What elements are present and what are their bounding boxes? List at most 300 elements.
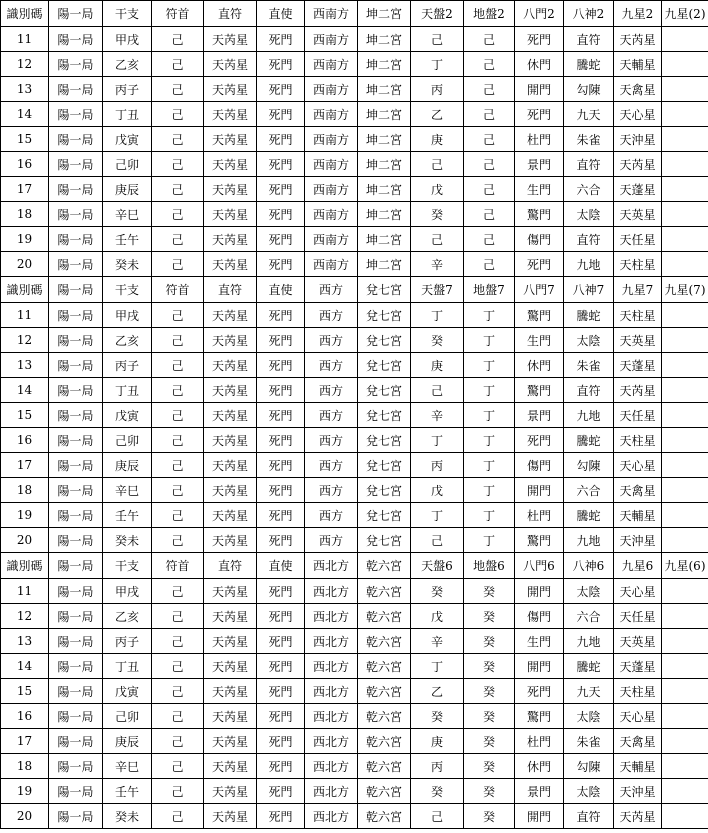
table-cell: 驚門 xyxy=(515,528,564,553)
table-cell: 陽一局 xyxy=(49,227,103,252)
table-cell: 己 xyxy=(464,252,515,277)
table-cell: 20 xyxy=(1,804,49,829)
table-cell: 陽一局 xyxy=(49,252,103,277)
table-cell: 天蓬星 xyxy=(614,353,662,378)
table-cell: 癸 xyxy=(464,654,515,679)
table-cell: 死門 xyxy=(257,528,305,553)
table-cell: 陽一局 xyxy=(49,202,103,227)
table-cell: 死門 xyxy=(257,654,305,679)
table-cell: 直符 xyxy=(564,152,614,177)
table-cell: 癸 xyxy=(464,804,515,829)
table-cell xyxy=(662,303,708,328)
table-cell: 兌七宮 xyxy=(358,378,411,403)
table-cell: 西南方 xyxy=(305,227,358,252)
table-cell: 陽一局 xyxy=(49,428,103,453)
table-row xyxy=(1,428,708,453)
table-cell: 12 xyxy=(1,604,49,629)
table-cell: 癸 xyxy=(411,579,464,604)
table-cell xyxy=(662,579,708,604)
table-cell: 傷門 xyxy=(515,604,564,629)
table-cell: 丙 xyxy=(411,77,464,102)
table-cell: 癸 xyxy=(411,328,464,353)
table-cell: 乾六宮 xyxy=(358,579,411,604)
table-cell: 死門 xyxy=(257,353,305,378)
table-cell xyxy=(662,704,708,729)
table-cell: 丁 xyxy=(411,303,464,328)
table-cell: 己 xyxy=(464,102,515,127)
header-cell: 識別碼 xyxy=(1,553,49,579)
table-cell xyxy=(662,27,708,52)
table-row xyxy=(1,629,708,654)
table-cell: 兌七宮 xyxy=(358,403,411,428)
table-cell: 己 xyxy=(464,202,515,227)
table-cell: 勾陳 xyxy=(564,754,614,779)
table-cell: 兌七宮 xyxy=(358,528,411,553)
table-cell: 天英星 xyxy=(614,202,662,227)
table-cell: 勾陳 xyxy=(564,77,614,102)
table-cell: 己 xyxy=(152,177,204,202)
table-cell: 天芮星 xyxy=(204,127,257,152)
table-cell xyxy=(662,654,708,679)
table-cell: 西南方 xyxy=(305,127,358,152)
table-cell xyxy=(662,453,708,478)
header-cell: 直使 xyxy=(257,553,305,579)
table-cell: 己 xyxy=(152,328,204,353)
table-cell: 天芮星 xyxy=(204,177,257,202)
table-cell: 陽一局 xyxy=(49,403,103,428)
table-cell: 己 xyxy=(152,528,204,553)
table-cell: 己 xyxy=(152,654,204,679)
table-cell: 兌七宮 xyxy=(358,428,411,453)
table-cell: 丁 xyxy=(464,353,515,378)
header-cell: 地盤7 xyxy=(464,277,515,303)
table-cell: 丁 xyxy=(411,654,464,679)
table-cell: 死門 xyxy=(515,27,564,52)
table-cell: 乾六宮 xyxy=(358,629,411,654)
table-cell: 天芮星 xyxy=(204,453,257,478)
table-cell: 兌七宮 xyxy=(358,503,411,528)
table-cell: 死門 xyxy=(257,579,305,604)
header-cell: 直使 xyxy=(257,1,305,27)
table-cell: 西方 xyxy=(305,328,358,353)
table-cell xyxy=(662,604,708,629)
table-cell xyxy=(662,328,708,353)
table-cell: 丁丑 xyxy=(103,378,152,403)
table-row xyxy=(1,579,708,604)
header-cell: 乾六宮 xyxy=(358,553,411,579)
table-cell: 西方 xyxy=(305,353,358,378)
table-cell: 癸 xyxy=(464,704,515,729)
table-cell: 天心星 xyxy=(614,453,662,478)
table-cell: 兌七宮 xyxy=(358,478,411,503)
table-cell: 西北方 xyxy=(305,704,358,729)
table-cell: 驚門 xyxy=(515,704,564,729)
table-cell: 乾六宮 xyxy=(358,779,411,804)
table-cell: 死門 xyxy=(257,453,305,478)
table-cell xyxy=(662,252,708,277)
table-cell: 壬午 xyxy=(103,779,152,804)
table-cell: 癸 xyxy=(464,679,515,704)
header-cell: 陽一局 xyxy=(49,277,103,303)
table-cell: 己 xyxy=(152,353,204,378)
table-cell: 太陰 xyxy=(564,704,614,729)
table-cell: 丙子 xyxy=(103,629,152,654)
table-cell: 休門 xyxy=(515,52,564,77)
table-cell: 己 xyxy=(464,77,515,102)
table-cell: 庚辰 xyxy=(103,177,152,202)
table-cell: 陽一局 xyxy=(49,503,103,528)
header-cell: 識別碼 xyxy=(1,1,49,27)
table-cell: 太陰 xyxy=(564,779,614,804)
table-cell: 陽一局 xyxy=(49,127,103,152)
table-cell: 陽一局 xyxy=(49,52,103,77)
table-cell: 九地 xyxy=(564,528,614,553)
table-cell: 死門 xyxy=(257,729,305,754)
table-cell: 己 xyxy=(411,152,464,177)
table-cell: 休門 xyxy=(515,754,564,779)
table-cell: 乾六宮 xyxy=(358,729,411,754)
table-cell: 天柱星 xyxy=(614,428,662,453)
table-cell xyxy=(662,378,708,403)
table-cell: 己 xyxy=(464,227,515,252)
header-cell: 九星(2) xyxy=(662,1,708,27)
table-row xyxy=(1,152,708,177)
table-cell: 天芮星 xyxy=(204,528,257,553)
table-cell: 丁 xyxy=(464,478,515,503)
table-cell: 西南方 xyxy=(305,152,358,177)
table-cell: 陽一局 xyxy=(49,303,103,328)
table-cell: 辛巳 xyxy=(103,202,152,227)
table-cell: 死門 xyxy=(257,127,305,152)
table-cell: 兌七宮 xyxy=(358,353,411,378)
table-cell: 天心星 xyxy=(614,704,662,729)
table-cell: 西北方 xyxy=(305,779,358,804)
table-cell: 直符 xyxy=(564,378,614,403)
table-cell: 丁 xyxy=(464,328,515,353)
header-row xyxy=(1,1,708,27)
table-cell: 天芮星 xyxy=(204,77,257,102)
table-cell: 西方 xyxy=(305,428,358,453)
table-cell xyxy=(662,729,708,754)
table-cell: 天芮星 xyxy=(204,27,257,52)
table-cell: 坤二宮 xyxy=(358,127,411,152)
table-cell: 九天 xyxy=(564,679,614,704)
table-cell: 己 xyxy=(152,403,204,428)
table-cell: 陽一局 xyxy=(49,27,103,52)
table-cell: 14 xyxy=(1,654,49,679)
table-cell: 11 xyxy=(1,579,49,604)
table-cell: 丁 xyxy=(464,453,515,478)
table-cell: 天芮星 xyxy=(204,378,257,403)
table-cell xyxy=(662,202,708,227)
table-cell: 六合 xyxy=(564,478,614,503)
header-cell: 西南方 xyxy=(305,1,358,27)
header-cell: 直使 xyxy=(257,277,305,303)
table-cell: 死門 xyxy=(257,679,305,704)
table-cell: 天芮星 xyxy=(204,478,257,503)
table-cell: 11 xyxy=(1,303,49,328)
table-row xyxy=(1,252,708,277)
table-cell: 天芮星 xyxy=(204,503,257,528)
table-row xyxy=(1,754,708,779)
table-row xyxy=(1,654,708,679)
table-cell: 15 xyxy=(1,127,49,152)
header-cell: 干支 xyxy=(103,1,152,27)
table-cell: 天芮星 xyxy=(204,102,257,127)
table-cell: 杜門 xyxy=(515,503,564,528)
table-row xyxy=(1,52,708,77)
table-cell: 開門 xyxy=(515,478,564,503)
table-row xyxy=(1,478,708,503)
header-cell: 八神7 xyxy=(564,277,614,303)
table-cell: 陽一局 xyxy=(49,779,103,804)
table-cell: 陽一局 xyxy=(49,177,103,202)
table-body xyxy=(1,1,708,829)
table-cell xyxy=(662,52,708,77)
table-cell: 己 xyxy=(152,303,204,328)
table-cell: 己 xyxy=(152,453,204,478)
table-cell: 16 xyxy=(1,152,49,177)
table-cell: 丁 xyxy=(464,403,515,428)
table-cell: 辛 xyxy=(411,252,464,277)
table-cell: 開門 xyxy=(515,579,564,604)
table-cell: 陽一局 xyxy=(49,629,103,654)
table-cell: 丁 xyxy=(464,528,515,553)
table-row xyxy=(1,127,708,152)
table-cell: 戊 xyxy=(411,478,464,503)
table-cell: 景門 xyxy=(515,779,564,804)
table-cell: 12 xyxy=(1,328,49,353)
table-cell: 天禽星 xyxy=(614,478,662,503)
table-cell: 己卯 xyxy=(103,704,152,729)
table-cell: 己 xyxy=(152,252,204,277)
table-cell: 18 xyxy=(1,754,49,779)
table-cell: 直符 xyxy=(564,804,614,829)
table-cell: 戊寅 xyxy=(103,403,152,428)
table-cell: 陽一局 xyxy=(49,328,103,353)
table-cell: 死門 xyxy=(257,503,305,528)
table-row xyxy=(1,353,708,378)
table-cell: 天芮星 xyxy=(204,227,257,252)
table-cell: 15 xyxy=(1,403,49,428)
table-cell: 乾六宮 xyxy=(358,654,411,679)
table-cell: 庚 xyxy=(411,353,464,378)
table-row xyxy=(1,177,708,202)
table-cell: 西北方 xyxy=(305,804,358,829)
table-cell: 開門 xyxy=(515,804,564,829)
table-cell: 13 xyxy=(1,353,49,378)
table-cell: 己 xyxy=(411,528,464,553)
header-cell: 干支 xyxy=(103,277,152,303)
table-cell: 坤二宮 xyxy=(358,77,411,102)
table-cell: 己 xyxy=(152,227,204,252)
table-cell: 杜門 xyxy=(515,127,564,152)
table-cell: 己 xyxy=(152,704,204,729)
table-cell: 死門 xyxy=(257,27,305,52)
header-cell: 陽一局 xyxy=(49,553,103,579)
table-cell xyxy=(662,227,708,252)
table-cell: 己 xyxy=(152,679,204,704)
table-cell: 天芮星 xyxy=(204,754,257,779)
table-cell: 休門 xyxy=(515,353,564,378)
table-row xyxy=(1,303,708,328)
table-cell: 丁 xyxy=(411,503,464,528)
table-cell: 死門 xyxy=(257,804,305,829)
table-cell: 癸 xyxy=(464,754,515,779)
header-row xyxy=(1,553,708,579)
table-cell: 癸 xyxy=(411,779,464,804)
table-cell: 陽一局 xyxy=(49,604,103,629)
table-cell: 丁 xyxy=(411,428,464,453)
table-cell: 西南方 xyxy=(305,52,358,77)
table-cell: 杜門 xyxy=(515,729,564,754)
table-cell: 死門 xyxy=(257,604,305,629)
table-cell: 死門 xyxy=(257,428,305,453)
table-cell: 死門 xyxy=(257,227,305,252)
header-row xyxy=(1,277,708,303)
table-cell: 癸未 xyxy=(103,528,152,553)
table-cell: 丁丑 xyxy=(103,654,152,679)
table-cell: 九天 xyxy=(564,102,614,127)
table-cell: 九地 xyxy=(564,252,614,277)
table-cell xyxy=(662,804,708,829)
table-cell: 己 xyxy=(152,604,204,629)
table-row xyxy=(1,503,708,528)
table-cell: 己 xyxy=(411,804,464,829)
table-cell: 朱雀 xyxy=(564,127,614,152)
table-cell: 西方 xyxy=(305,303,358,328)
table-cell: 死門 xyxy=(257,779,305,804)
table-cell: 勾陳 xyxy=(564,453,614,478)
table-cell: 西北方 xyxy=(305,604,358,629)
table-cell: 傷門 xyxy=(515,227,564,252)
table-cell: 西南方 xyxy=(305,252,358,277)
table-cell: 天任星 xyxy=(614,403,662,428)
table-cell: 11 xyxy=(1,27,49,52)
table-cell: 天芮星 xyxy=(204,629,257,654)
table-cell: 乙亥 xyxy=(103,52,152,77)
table-cell: 19 xyxy=(1,227,49,252)
table-cell: 死門 xyxy=(257,704,305,729)
table-cell: 己 xyxy=(411,378,464,403)
table-cell xyxy=(662,152,708,177)
table-cell xyxy=(662,403,708,428)
table-cell: 己 xyxy=(152,729,204,754)
table-cell: 癸未 xyxy=(103,804,152,829)
table-cell: 12 xyxy=(1,52,49,77)
table-cell: 天柱星 xyxy=(614,303,662,328)
table-cell: 天芮星 xyxy=(204,202,257,227)
table-cell: 己 xyxy=(464,52,515,77)
table-cell xyxy=(662,528,708,553)
table-cell: 太陰 xyxy=(564,579,614,604)
header-cell: 符首 xyxy=(152,1,204,27)
table-cell: 己 xyxy=(152,779,204,804)
table-cell: 生門 xyxy=(515,177,564,202)
table-cell: 乾六宮 xyxy=(358,754,411,779)
table-cell: 19 xyxy=(1,779,49,804)
table-cell: 陽一局 xyxy=(49,579,103,604)
table-cell: 丙子 xyxy=(103,77,152,102)
header-cell: 陽一局 xyxy=(49,1,103,27)
table-cell: 己 xyxy=(152,202,204,227)
table-cell: 天沖星 xyxy=(614,779,662,804)
table-cell: 朱雀 xyxy=(564,729,614,754)
table-cell: 癸 xyxy=(411,202,464,227)
table-cell: 西方 xyxy=(305,528,358,553)
table-cell xyxy=(662,629,708,654)
table-cell: 甲戌 xyxy=(103,579,152,604)
table-cell: 死門 xyxy=(257,202,305,227)
header-cell: 八神6 xyxy=(564,553,614,579)
table-cell: 天芮星 xyxy=(204,579,257,604)
header-cell: 八門6 xyxy=(515,553,564,579)
table-cell: 傷門 xyxy=(515,453,564,478)
table-cell: 天芮星 xyxy=(204,303,257,328)
table-cell: 辛巳 xyxy=(103,478,152,503)
table-cell: 坤二宮 xyxy=(358,27,411,52)
table-cell: 死門 xyxy=(515,252,564,277)
header-cell: 干支 xyxy=(103,553,152,579)
table-cell: 天芮星 xyxy=(614,378,662,403)
table-cell: 13 xyxy=(1,629,49,654)
table-cell: 坤二宮 xyxy=(358,102,411,127)
table-cell: 13 xyxy=(1,77,49,102)
table-cell: 天芮星 xyxy=(204,654,257,679)
table-cell: 死門 xyxy=(257,754,305,779)
table-cell: 西南方 xyxy=(305,77,358,102)
table-cell: 天輔星 xyxy=(614,754,662,779)
table-cell: 驚門 xyxy=(515,202,564,227)
table-cell: 17 xyxy=(1,177,49,202)
table-cell: 庚 xyxy=(411,729,464,754)
table-cell: 死門 xyxy=(257,403,305,428)
table-cell: 死門 xyxy=(257,328,305,353)
table-cell xyxy=(662,353,708,378)
header-cell: 直符 xyxy=(204,277,257,303)
table-cell: 西南方 xyxy=(305,177,358,202)
table-cell: 天沖星 xyxy=(614,127,662,152)
table-cell: 天芮星 xyxy=(204,779,257,804)
table-cell: 西北方 xyxy=(305,754,358,779)
table-cell: 天心星 xyxy=(614,102,662,127)
table-cell: 驚門 xyxy=(515,303,564,328)
table-cell: 19 xyxy=(1,503,49,528)
table-cell: 生門 xyxy=(515,328,564,353)
table-row xyxy=(1,378,708,403)
table-cell: 壬午 xyxy=(103,227,152,252)
table-cell: 騰蛇 xyxy=(564,52,614,77)
table-cell: 天柱星 xyxy=(614,252,662,277)
table-cell: 14 xyxy=(1,102,49,127)
table-cell: 陽一局 xyxy=(49,77,103,102)
table-cell: 己 xyxy=(152,478,204,503)
table-cell: 陽一局 xyxy=(49,102,103,127)
table-cell: 死門 xyxy=(257,77,305,102)
table-cell: 庚辰 xyxy=(103,453,152,478)
table-row xyxy=(1,453,708,478)
table-cell: 坤二宮 xyxy=(358,202,411,227)
table-cell: 天英星 xyxy=(614,629,662,654)
header-cell: 西方 xyxy=(305,277,358,303)
header-cell: 符首 xyxy=(152,277,204,303)
table-cell: 庚 xyxy=(411,127,464,152)
table-cell: 騰蛇 xyxy=(564,654,614,679)
table-cell: 癸 xyxy=(411,704,464,729)
table-row xyxy=(1,202,708,227)
table-cell: 死門 xyxy=(257,177,305,202)
table-cell: 六合 xyxy=(564,604,614,629)
